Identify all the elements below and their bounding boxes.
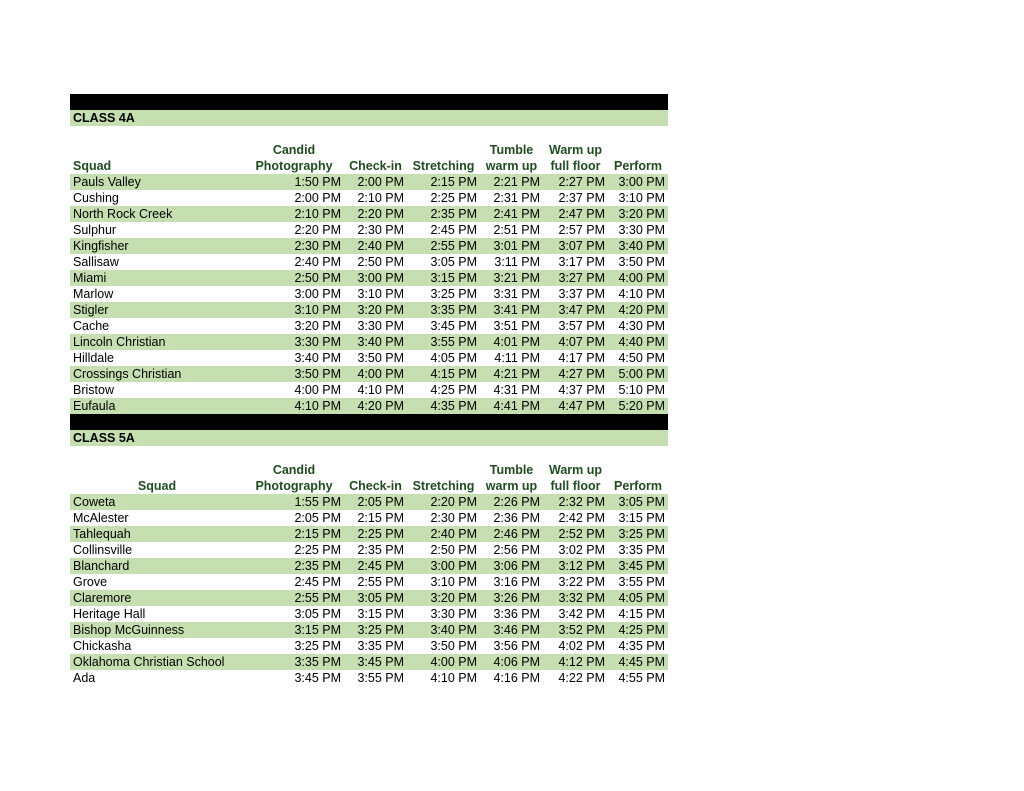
stretching-time: 3:10 PM [430,575,477,589]
candid-photo-time: 3:30 PM [244,334,344,350]
stretching-time: 2:40 PM [407,526,480,542]
squad-name: Miami [70,270,244,286]
perform-time: 4:30 PM [618,319,665,333]
tumble-warmup-time: 2:56 PM [493,543,540,557]
tumble-warmup-time: 4:16 PM [493,671,540,685]
full-floor-time: 3:37 PM [558,287,605,301]
table-row [70,350,668,366]
full-floor-time: 3:32 PM [543,590,608,606]
full-floor-time: 2:57 PM [558,223,605,237]
candid-photo-time: 3:35 PM [244,654,344,670]
squad-name: Grove [73,575,108,589]
header-warmup-bottom: full floor [550,479,601,493]
stretching-time: 2:35 PM [407,206,480,222]
perform-time: 5:10 PM [618,383,665,397]
candid-photo-time: 2:20 PM [294,223,341,237]
squad-name: Bristow [73,383,114,397]
header-warmup-bottom: full floor [550,159,601,173]
full-floor-time: 4:12 PM [543,654,608,670]
table-row [70,398,668,414]
full-floor-time: 4:17 PM [558,351,605,365]
perform-time: 3:15 PM [618,511,665,525]
tumble-warmup-time: 2:36 PM [493,511,540,525]
squad-name: Heritage Hall [73,607,146,621]
table-row [70,590,668,606]
table-row [70,526,668,542]
table-row [70,622,668,638]
full-floor-time: 3:22 PM [558,575,605,589]
full-floor-time: 4:27 PM [543,366,608,382]
full-floor-time: 2:47 PM [543,206,608,222]
full-floor-time: 2:42 PM [558,511,605,525]
perform-time: 4:20 PM [608,302,668,318]
squad-name: Cushing [73,191,119,205]
perform-time: 4:25 PM [608,622,668,638]
perform-time: 3:00 PM [608,174,668,190]
squad-name: McAlester [73,511,129,525]
candid-photo-time: 2:05 PM [294,511,341,525]
stretching-time: 3:20 PM [407,590,480,606]
full-floor-time: 3:52 PM [543,622,608,638]
candid-photo-time: 4:10 PM [244,398,344,414]
section-divider-bar [70,414,668,430]
stretching-time: 4:25 PM [430,383,477,397]
perform-time: 4:10 PM [618,287,665,301]
tumble-warmup-time: 3:11 PM [494,255,540,269]
full-floor-time: 2:32 PM [543,494,608,510]
header-perform: Perform [614,159,662,173]
perform-time: 3:10 PM [618,191,665,205]
perform-time: 5:00 PM [608,366,668,382]
squad-name: Claremore [70,590,244,606]
checkin-time: 3:45 PM [344,654,407,670]
stretching-time: 3:25 PM [430,287,477,301]
header-stretching: Stretching [412,479,475,493]
full-floor-time: 2:52 PM [543,526,608,542]
header-row-bottom [70,478,668,494]
header-squad: Squad [137,479,177,493]
candid-photo-time: 3:15 PM [244,622,344,638]
full-floor-time: 3:17 PM [558,255,605,269]
squad-name: North Rock Creek [70,206,244,222]
candid-photo-time: 3:05 PM [294,607,341,621]
tumble-warmup-time: 2:41 PM [480,206,543,222]
table-row [70,334,668,350]
table-row [70,510,668,526]
header-row-bottom [70,158,668,174]
full-floor-time: 3:47 PM [543,302,608,318]
stretching-time: 4:15 PM [407,366,480,382]
candid-photo-time: 3:50 PM [244,366,344,382]
squad-name: Sallisaw [73,255,119,269]
checkin-time: 4:20 PM [344,398,407,414]
checkin-time: 3:00 PM [344,270,407,286]
header-warmup-top: Warm up [548,143,602,157]
candid-photo-time: 2:10 PM [244,206,344,222]
candid-photo-time: 2:00 PM [294,191,341,205]
table-row [70,670,668,686]
checkin-time: 3:15 PM [357,607,404,621]
full-floor-time: 4:37 PM [558,383,605,397]
checkin-time: 3:25 PM [344,622,407,638]
squad-name: Oklahoma Christian School [70,654,244,670]
tumble-warmup-time: 3:41 PM [480,302,543,318]
table-row [70,366,668,382]
tumble-warmup-time: 3:36 PM [493,607,540,621]
class-4a-title: CLASS 4A [70,110,668,126]
header-tumble-top: Tumble [489,463,534,477]
table-row [70,382,668,398]
header-tumble-bottom: warm up [485,159,538,173]
header-row-top [70,142,668,158]
stretching-time: 2:50 PM [430,543,477,557]
full-floor-time: 3:42 PM [558,607,605,621]
checkin-time: 4:00 PM [344,366,407,382]
tumble-warmup-time: 4:01 PM [480,334,543,350]
tumble-warmup-time: 2:21 PM [480,174,543,190]
candid-photo-time: 3:10 PM [244,302,344,318]
checkin-time: 3:55 PM [357,671,404,685]
squad-name: Ada [73,671,96,685]
stretching-time: 3:55 PM [407,334,480,350]
tumble-warmup-time: 3:31 PM [493,287,540,301]
header-warmup-top: Warm up [548,463,602,477]
table-row [70,494,668,510]
table-row [70,542,668,558]
candid-photo-time: 3:20 PM [294,319,341,333]
header-candid-bottom: Photography [255,159,333,173]
squad-name: Sulphur [73,223,117,237]
stretching-time: 3:15 PM [407,270,480,286]
tumble-warmup-time: 2:46 PM [480,526,543,542]
table-row [70,606,668,622]
checkin-time: 2:00 PM [344,174,407,190]
checkin-time: 2:55 PM [357,575,404,589]
table-row [70,206,668,222]
tumble-warmup-time: 4:21 PM [480,366,543,382]
squad-name: Hilldale [73,351,114,365]
squad-name: Eufaula [70,398,244,414]
candid-photo-time: 2:15 PM [244,526,344,542]
squad-name: Bishop McGuinness [70,622,244,638]
header-stretching: Stretching [412,159,475,173]
perform-time: 3:35 PM [618,543,665,557]
tumble-warmup-time: 3:56 PM [493,639,540,653]
checkin-time: 3:05 PM [344,590,407,606]
header-perform: Perform [614,479,662,493]
checkin-time: 2:45 PM [344,558,407,574]
full-floor-time: 3:07 PM [543,238,608,254]
candid-photo-time: 2:35 PM [244,558,344,574]
checkin-time: 3:50 PM [357,351,404,365]
stretching-time: 4:05 PM [430,351,477,365]
checkin-time: 3:20 PM [344,302,407,318]
stretching-time: 4:00 PM [407,654,480,670]
header-checkin: Check-in [349,479,402,493]
candid-photo-time: 4:00 PM [294,383,341,397]
full-floor-time: 3:12 PM [543,558,608,574]
class-5a-rows [70,494,668,686]
checkin-time: 2:25 PM [344,526,407,542]
tumble-warmup-time: 3:16 PM [493,575,540,589]
checkin-time: 2:35 PM [357,543,404,557]
candid-photo-time: 3:25 PM [294,639,341,653]
candid-photo-time: 2:30 PM [244,238,344,254]
perform-time: 4:50 PM [618,351,665,365]
squad-name: Tahlequah [70,526,244,542]
candid-photo-time: 3:45 PM [294,671,341,685]
table-row [70,654,668,670]
perform-time: 4:55 PM [618,671,665,685]
table-row [70,318,668,334]
table-row [70,286,668,302]
tumble-warmup-time: 4:31 PM [493,383,540,397]
stretching-time: 4:10 PM [430,671,477,685]
class-4a-table [70,142,668,414]
tumble-warmup-time: 3:06 PM [480,558,543,574]
table-row [70,302,668,318]
stretching-time: 2:30 PM [430,511,477,525]
table-row [70,190,668,206]
full-floor-time: 3:27 PM [543,270,608,286]
full-floor-time: 4:22 PM [558,671,605,685]
stretching-time: 4:35 PM [407,398,480,414]
perform-time: 4:00 PM [608,270,668,286]
perform-time: 4:05 PM [608,590,668,606]
perform-time: 3:40 PM [608,238,668,254]
table-row [70,254,668,270]
full-floor-time: 4:47 PM [543,398,608,414]
checkin-time: 3:10 PM [357,287,404,301]
stretching-time: 3:30 PM [430,607,477,621]
header-squad: Squad [73,159,112,173]
stretching-time: 3:40 PM [407,622,480,638]
perform-time: 4:45 PM [608,654,668,670]
squad-name: Chickasha [73,639,132,653]
perform-time: 4:40 PM [608,334,668,350]
table-row [70,574,668,590]
candid-photo-time: 2:25 PM [294,543,341,557]
class-5a-table [70,462,668,686]
table-row [70,558,668,574]
checkin-time: 2:20 PM [344,206,407,222]
candid-photo-time: 2:45 PM [294,575,341,589]
candid-photo-time: 1:55 PM [244,494,344,510]
perform-time: 3:25 PM [608,526,668,542]
stretching-time: 2:55 PM [407,238,480,254]
checkin-time: 2:15 PM [357,511,404,525]
full-floor-time: 2:27 PM [543,174,608,190]
checkin-time: 3:40 PM [344,334,407,350]
checkin-time: 4:10 PM [357,383,404,397]
tumble-warmup-time: 2:31 PM [493,191,540,205]
candid-photo-time: 3:00 PM [294,287,341,301]
schedule-sheet [70,94,668,686]
table-row [70,270,668,286]
perform-time: 3:45 PM [608,558,668,574]
tumble-warmup-time: 3:26 PM [480,590,543,606]
tumble-warmup-time: 4:11 PM [494,351,540,365]
tumble-warmup-time: 3:01 PM [480,238,543,254]
table-row [70,174,668,190]
stretching-time: 3:45 PM [430,319,477,333]
perform-time: 3:30 PM [618,223,665,237]
table-row [70,238,668,254]
header-candid-bottom: Photography [255,479,333,493]
stretching-time: 3:50 PM [430,639,477,653]
checkin-time: 2:30 PM [357,223,404,237]
full-floor-time: 3:57 PM [558,319,605,333]
table-row [70,222,668,238]
candid-photo-time: 2:40 PM [294,255,341,269]
checkin-time: 2:50 PM [357,255,404,269]
tumble-warmup-time: 4:41 PM [480,398,543,414]
full-floor-time: 3:02 PM [558,543,605,557]
squad-name: Kingfisher [70,238,244,254]
squad-name: Collinsville [73,543,133,557]
candid-photo-time: 2:50 PM [244,270,344,286]
squad-name: Cache [73,319,110,333]
squad-name: Blanchard [70,558,244,574]
header-checkin: Check-in [349,159,402,173]
tumble-warmup-time: 2:26 PM [480,494,543,510]
candid-photo-time: 3:40 PM [294,351,341,365]
header-tumble-bottom: warm up [485,479,538,493]
tumble-warmup-time: 4:06 PM [480,654,543,670]
section-divider-bar [70,94,668,110]
full-floor-time: 2:37 PM [558,191,605,205]
checkin-time: 2:10 PM [357,191,404,205]
stretching-time: 2:20 PM [407,494,480,510]
stretching-time: 2:25 PM [430,191,477,205]
squad-name: Crossings Christian [70,366,244,382]
stretching-time: 3:35 PM [407,302,480,318]
header-row-top [70,462,668,478]
perform-time: 3:50 PM [618,255,665,269]
tumble-warmup-time: 2:51 PM [493,223,540,237]
perform-time: 5:20 PM [608,398,668,414]
squad-name: Stigler [70,302,244,318]
stretching-time: 3:00 PM [407,558,480,574]
perform-time: 3:55 PM [618,575,665,589]
checkin-time: 3:35 PM [357,639,404,653]
header-candid-top: Candid [272,463,316,477]
full-floor-time: 4:07 PM [543,334,608,350]
full-floor-time: 4:02 PM [558,639,605,653]
checkin-time: 3:30 PM [357,319,404,333]
stretching-time: 2:15 PM [407,174,480,190]
class-5a-title: CLASS 5A [70,430,668,446]
stretching-time: 2:45 PM [430,223,477,237]
checkin-time: 2:05 PM [344,494,407,510]
header-candid-top: Candid [272,143,316,157]
tumble-warmup-time: 3:21 PM [480,270,543,286]
candid-photo-time: 2:55 PM [244,590,344,606]
perform-time: 3:20 PM [608,206,668,222]
stretching-time: 3:05 PM [430,255,477,269]
perform-time: 4:35 PM [618,639,665,653]
header-tumble-top: Tumble [489,143,534,157]
squad-name: Pauls Valley [70,174,244,190]
candid-photo-time: 1:50 PM [244,174,344,190]
table-row [70,638,668,654]
tumble-warmup-time: 3:46 PM [480,622,543,638]
squad-name: Marlow [73,287,114,301]
class-4a-rows [70,174,668,414]
checkin-time: 2:40 PM [344,238,407,254]
tumble-warmup-time: 3:51 PM [493,319,540,333]
squad-name: Lincoln Christian [70,334,244,350]
squad-name: Coweta [70,494,244,510]
perform-time: 4:15 PM [618,607,665,621]
perform-time: 3:05 PM [608,494,668,510]
